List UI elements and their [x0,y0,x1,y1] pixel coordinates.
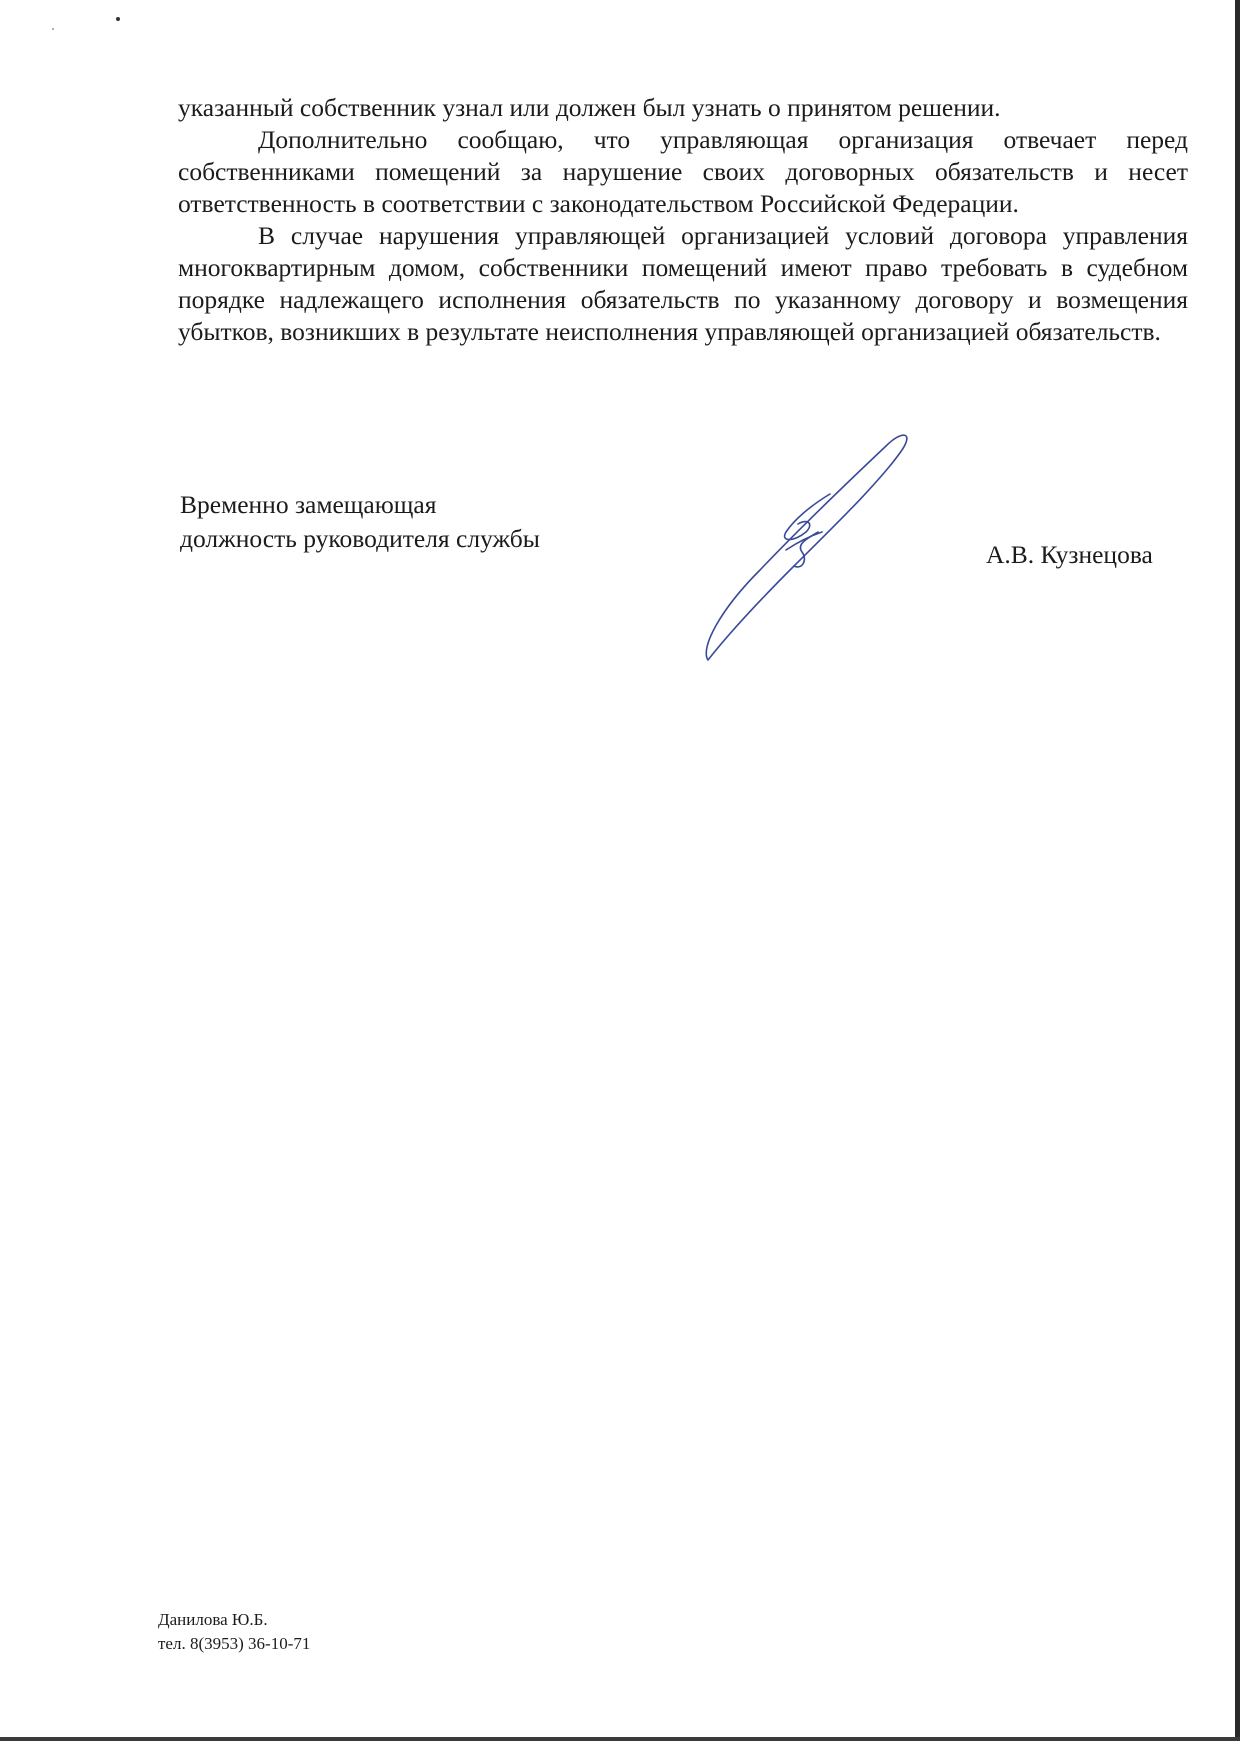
executor-name: Данилова Ю.Б. [158,1610,268,1629]
signatory-title-line-2: должность руководителя службы [180,524,540,553]
scan-speck [52,28,54,30]
signatory-title-line-1: Временно замещающая [180,490,437,519]
paragraph-continuation: указанный собственник узнал или должен был узнать о принятом решении. [178,93,1001,122]
handwritten-signature [690,420,970,670]
paragraph-liability: Дополнительно сообщаю, что управляющая организация отвечает перед собственниками помещений за нарушение своих договорных обязательств и несет ответственность в соответствии с законодательством Российской Федерации. [178,125,1188,218]
scan-edge-bottom [0,1737,1240,1741]
scan-edge-right [1235,0,1240,1741]
signature-stroke-main [706,435,907,660]
letter-body [178,92,1188,348]
signatory-title [180,488,540,556]
paragraph-breach-remedies: В случае нарушения управляющей организацией условий договора управления многоквартирным домом, собственники помещений имеют право требовать в судебном порядке надлежащего исполнения обязательств по указанному договору и возмещения убытков, возникших в результате неисполнения управляющей организацией обязательств. [178,221,1188,346]
signatory-name: А.В. Кузнецова [986,540,1153,569]
signature-stroke-loop [785,494,830,540]
executor-contact [158,1608,310,1656]
executor-phone: тел. 8(3953) 36-10-71 [158,1634,311,1653]
scan-speck [116,17,120,21]
